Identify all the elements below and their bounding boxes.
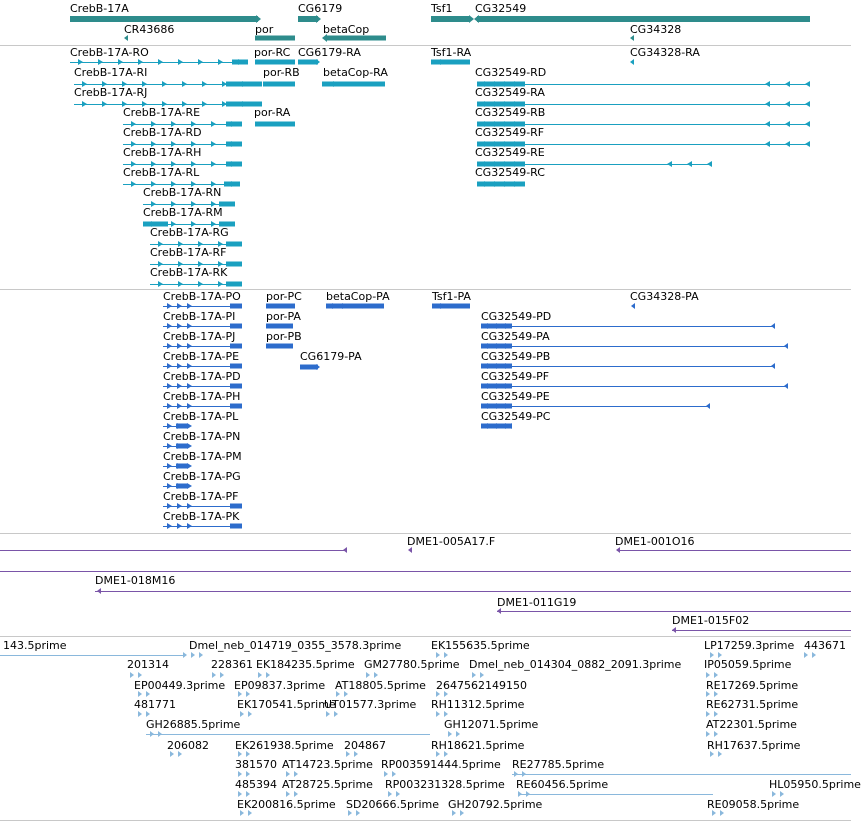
protein-exon[interactable] <box>432 304 470 309</box>
protein-label[interactable]: CrebB-17A-PJ <box>163 330 236 343</box>
strand-chevron[interactable] <box>707 161 712 167</box>
protein-label[interactable]: Tsf1-PA <box>432 290 471 303</box>
strand-chevron[interactable] <box>187 523 192 529</box>
strand-arrow[interactable] <box>706 672 710 678</box>
est-label[interactable]: 485394 <box>235 778 277 791</box>
transcript-exon[interactable] <box>298 60 318 65</box>
strand-arrow[interactable] <box>130 672 134 678</box>
gene-glyph[interactable] <box>255 36 295 41</box>
strand-chevron[interactable] <box>167 483 172 489</box>
transcript-exon[interactable] <box>226 282 242 287</box>
strand-chevron[interactable] <box>177 403 182 409</box>
strand-chevron[interactable] <box>131 181 136 187</box>
strand-chevron[interactable] <box>177 523 182 529</box>
transcript-label[interactable]: CrebB-17A-RO <box>70 46 149 59</box>
strand-arrow[interactable] <box>294 791 298 797</box>
est-label[interactable]: AT28725.5prime <box>282 778 373 791</box>
strand-arrow[interactable] <box>248 711 252 717</box>
strand-arrow[interactable] <box>220 672 224 678</box>
protein-label[interactable]: CG6179-PA <box>300 350 362 363</box>
strand-arrow[interactable] <box>444 711 448 717</box>
strand-arrow[interactable] <box>474 15 479 23</box>
gene-label-cg32549[interactable]: CG32549 <box>475 2 527 15</box>
clone-label[interactable]: DME1-005A17.F <box>407 535 496 548</box>
strand-arrow[interactable] <box>388 791 392 797</box>
strand-chevron[interactable] <box>765 141 770 147</box>
strand-chevron[interactable] <box>177 303 182 309</box>
protein-label[interactable]: CG34328-PA <box>630 290 699 303</box>
transcript-label[interactable]: CrebB-17A-RL <box>123 166 200 179</box>
protein-label[interactable]: por-PC <box>266 290 302 303</box>
transcript-label[interactable]: CG32549-RD <box>475 66 547 79</box>
protein-label[interactable]: CG32549-PD <box>481 310 552 323</box>
strand-arrow[interactable] <box>246 791 250 797</box>
strand-chevron[interactable] <box>198 281 203 287</box>
transcript-label[interactable]: CrebB-17A-RE <box>123 106 201 119</box>
strand-chevron[interactable] <box>177 503 182 509</box>
est-label[interactable]: EP09837.3prime <box>234 679 326 692</box>
strand-arrow[interactable] <box>266 672 270 678</box>
transcript-exon[interactable] <box>226 262 242 267</box>
strand-chevron[interactable] <box>218 281 223 287</box>
protein-exon[interactable] <box>176 464 188 469</box>
transcript-label[interactable]: CG32549-RC <box>475 166 545 179</box>
strand-chevron[interactable] <box>211 121 216 127</box>
transcript-label[interactable]: CG34328-RA <box>630 46 700 59</box>
gene-label-betacop[interactable]: betaCop <box>323 23 370 36</box>
protein-exon[interactable] <box>176 424 188 429</box>
strand-arrow[interactable] <box>256 15 261 23</box>
est-label[interactable]: RP003231328.5prime <box>385 778 505 791</box>
transcript-label[interactable]: CG6179-RA <box>298 46 361 59</box>
strand-arrow[interactable] <box>714 672 718 678</box>
est-label[interactable]: GM27780.5prime <box>364 658 460 671</box>
protein-exon[interactable] <box>176 444 188 449</box>
strand-chevron[interactable] <box>187 343 192 349</box>
strand-arrow[interactable] <box>384 771 388 777</box>
est-label[interactable]: IP05059.5prime <box>704 658 792 671</box>
strand-arrow[interactable] <box>631 303 635 309</box>
strand-arrow[interactable] <box>804 652 808 658</box>
transcript-exon[interactable] <box>226 142 242 147</box>
strand-arrow[interactable] <box>706 403 710 409</box>
strand-chevron[interactable] <box>158 281 163 287</box>
strand-arrow[interactable] <box>480 672 484 678</box>
transcript-exon[interactable] <box>226 242 242 247</box>
strand-chevron[interactable] <box>805 81 810 87</box>
transcript-label[interactable]: CG32549-RA <box>475 86 545 99</box>
transcript-exon[interactable] <box>226 82 248 87</box>
strand-chevron[interactable] <box>805 101 810 107</box>
strand-chevron[interactable] <box>187 503 192 509</box>
protein-label[interactable]: CG32549-PF <box>481 370 550 383</box>
transcript-label[interactable]: CrebB-17A-RD <box>123 126 202 139</box>
protein-exon[interactable] <box>230 344 242 349</box>
protein-label[interactable]: CrebB-17A-PK <box>163 510 240 523</box>
strand-chevron[interactable] <box>785 101 790 107</box>
strand-chevron[interactable] <box>202 101 207 107</box>
strand-arrow[interactable] <box>138 711 142 717</box>
strand-chevron[interactable] <box>167 303 172 309</box>
est-label[interactable]: RH11312.5prime <box>431 698 525 711</box>
strand-arrow[interactable] <box>286 791 290 797</box>
protein-exon[interactable] <box>230 384 242 389</box>
strand-chevron[interactable] <box>178 59 183 65</box>
transcript-exon[interactable] <box>226 162 242 167</box>
strand-arrow[interactable] <box>97 588 101 594</box>
protein-exon[interactable] <box>230 304 242 309</box>
strand-chevron[interactable] <box>118 59 123 65</box>
strand-chevron[interactable] <box>805 121 810 127</box>
strand-chevron[interactable] <box>82 101 87 107</box>
protein-exon[interactable] <box>230 504 242 509</box>
transcript-label[interactable]: CrebB-17A-RJ <box>74 86 148 99</box>
strand-chevron[interactable] <box>765 121 770 127</box>
est-label[interactable]: GH26885.5prime <box>146 718 241 731</box>
strand-arrow[interactable] <box>212 672 216 678</box>
strand-chevron[interactable] <box>785 81 790 87</box>
strand-arrow[interactable] <box>246 771 250 777</box>
est-label[interactable]: RP003591444.5prime <box>381 758 501 771</box>
clone-label[interactable]: DME1-015F02 <box>672 614 750 627</box>
strand-arrow[interactable] <box>772 791 776 797</box>
transcript-exon[interactable] <box>226 122 242 127</box>
protein-label[interactable]: por-PA <box>266 310 301 323</box>
est-label[interactable]: RH17637.5prime <box>707 739 801 752</box>
strand-arrow[interactable] <box>469 15 474 23</box>
protein-label[interactable]: CrebB-17A-PH <box>163 390 241 403</box>
strand-arrow[interactable] <box>771 323 775 329</box>
gene-glyph[interactable] <box>477 16 810 22</box>
est-label[interactable]: 443671 <box>804 639 846 652</box>
transcript-label[interactable]: CG32549-RF <box>475 126 545 139</box>
transcript-exon[interactable] <box>226 102 248 107</box>
transcript-label[interactable]: por-RA <box>254 106 291 119</box>
protein-label[interactable]: CG32549-PE <box>481 390 550 403</box>
est-label[interactable]: SD20666.5prime <box>346 798 439 811</box>
gene-label-cr43686[interactable]: CR43686 <box>124 23 175 36</box>
strand-chevron[interactable] <box>202 81 207 87</box>
gene-glyph[interactable] <box>325 36 386 41</box>
strand-arrow[interactable] <box>374 672 378 678</box>
protein-label[interactable]: betaCop-PA <box>326 290 390 303</box>
transcript-exon[interactable] <box>224 182 240 187</box>
transcript-exon[interactable] <box>263 82 295 87</box>
est-label[interactable]: AT18805.5prime <box>335 679 426 692</box>
protein-label[interactable]: CrebB-17A-PE <box>163 350 240 363</box>
protein-label[interactable]: CrebB-17A-PN <box>163 430 241 443</box>
strand-arrow[interactable] <box>199 652 203 658</box>
transcript-label[interactable]: CrebB-17A-RI <box>74 66 148 79</box>
gene-label-cg34328[interactable]: CG34328 <box>630 23 682 36</box>
strand-arrow[interactable] <box>326 711 330 717</box>
protein-exon[interactable] <box>300 365 318 370</box>
transcript-exon[interactable] <box>246 82 262 87</box>
est-label[interactable]: RE09058.5prime <box>707 798 800 811</box>
est-label[interactable]: 228361 <box>211 658 253 671</box>
strand-arrow[interactable] <box>436 711 440 717</box>
transcript-label[interactable]: CrebB-17A-RN <box>143 186 222 199</box>
transcript-exon[interactable] <box>255 60 295 65</box>
strand-arrow[interactable] <box>714 711 718 717</box>
est-label[interactable]: 2647562149150 <box>436 679 527 692</box>
protein-exon[interactable] <box>266 304 295 309</box>
strand-arrow[interactable] <box>448 731 452 737</box>
est-label[interactable]: EK200816.5prime <box>237 798 336 811</box>
gene-glyph[interactable] <box>298 16 318 22</box>
protein-exon[interactable] <box>266 324 293 329</box>
est-label[interactable]: RH18621.5prime <box>431 739 525 752</box>
strand-arrow[interactable] <box>812 652 816 658</box>
strand-chevron[interactable] <box>162 81 167 87</box>
protein-label[interactable]: CrebB-17A-PG <box>163 470 241 483</box>
strand-arrow[interactable] <box>771 363 775 369</box>
clone-label[interactable]: DME1-011G19 <box>497 596 577 609</box>
est-label[interactable]: 201314 <box>127 658 169 671</box>
protein-label[interactable]: CG32549-PB <box>481 350 551 363</box>
strand-arrow[interactable] <box>191 652 195 658</box>
est-label[interactable]: Dmel_neb_014304_0882_2091.3prime <box>469 658 682 671</box>
strand-arrow[interactable] <box>392 771 396 777</box>
strand-chevron[interactable] <box>138 59 143 65</box>
strand-arrow[interactable] <box>396 791 400 797</box>
protein-label[interactable]: CG32549-PC <box>481 410 551 423</box>
strand-chevron[interactable] <box>785 121 790 127</box>
strand-chevron[interactable] <box>98 59 103 65</box>
est-label[interactable]: GH12071.5prime <box>444 718 539 731</box>
strand-arrow[interactable] <box>706 711 710 717</box>
strand-arrow[interactable] <box>672 627 676 633</box>
est-label[interactable]: GH20792.5prime <box>448 798 543 811</box>
strand-arrow[interactable] <box>238 771 242 777</box>
strand-arrow[interactable] <box>456 731 460 737</box>
transcript-label[interactable]: por-RC <box>254 46 291 59</box>
strand-chevron[interactable] <box>167 323 172 329</box>
strand-arrow[interactable] <box>472 672 476 678</box>
protein-label[interactable]: por-PB <box>266 330 302 343</box>
gene-label-tsf1[interactable]: Tsf1 <box>431 2 453 15</box>
strand-chevron[interactable] <box>167 383 172 389</box>
protein-label[interactable]: CrebB-17A-PO <box>163 290 241 303</box>
protein-exon[interactable] <box>176 484 188 489</box>
protein-exon[interactable] <box>230 524 242 529</box>
clone-label[interactable]: DME1-001O16 <box>615 535 695 548</box>
est-label[interactable]: RE17269.5prime <box>706 679 799 692</box>
strand-chevron[interactable] <box>177 323 182 329</box>
strand-chevron[interactable] <box>765 81 770 87</box>
transcript-label[interactable]: CrebB-17A-RF <box>150 246 227 259</box>
est-label[interactable]: RE60456.5prime <box>516 778 609 791</box>
est-label[interactable]: 143.5prime <box>3 639 67 652</box>
strand-chevron[interactable] <box>187 303 192 309</box>
protein-exon[interactable] <box>230 364 242 369</box>
strand-arrow[interactable] <box>630 59 634 65</box>
gene-label-crebb-17a[interactable]: CrebB-17A <box>70 2 129 15</box>
protein-label[interactable]: CG32549-PA <box>481 330 550 343</box>
strand-arrow[interactable] <box>286 771 290 777</box>
protein-exon[interactable] <box>230 404 242 409</box>
transcript-label[interactable]: por-RB <box>263 66 300 79</box>
transcript-label[interactable]: betaCop-RA <box>323 66 388 79</box>
strand-chevron[interactable] <box>785 141 790 147</box>
est-label[interactable]: AT14723.5prime <box>282 758 373 771</box>
strand-chevron[interactable] <box>167 523 172 529</box>
protein-exon[interactable] <box>230 324 242 329</box>
strand-arrow[interactable] <box>316 15 321 23</box>
transcript-label[interactable]: CG32549-RE <box>475 146 545 159</box>
strand-chevron[interactable] <box>198 59 203 65</box>
protein-label[interactable]: CrebB-17A-PM <box>163 450 242 463</box>
strand-chevron[interactable] <box>687 161 692 167</box>
strand-arrow[interactable] <box>294 771 298 777</box>
protein-label[interactable]: CrebB-17A-PD <box>163 370 241 383</box>
strand-chevron[interactable] <box>187 383 192 389</box>
est-label[interactable]: AT22301.5prime <box>706 718 797 731</box>
est-label[interactable]: LP17259.3prime <box>704 639 795 652</box>
strand-arrow[interactable] <box>784 343 788 349</box>
transcript-label[interactable]: CrebB-17A-RK <box>150 266 228 279</box>
transcript-exon[interactable] <box>431 60 470 65</box>
clone-label[interactable]: DME1-018M16 <box>95 574 176 587</box>
est-label[interactable]: EK184235.5prime <box>256 658 355 671</box>
strand-chevron[interactable] <box>167 463 172 469</box>
transcript-label[interactable]: CrebB-17A-RM <box>143 206 223 219</box>
protein-label[interactable]: CrebB-17A-PL <box>163 410 239 423</box>
strand-chevron[interactable] <box>211 161 216 167</box>
protein-label[interactable]: CrebB-17A-PI <box>163 310 236 323</box>
est-label[interactable]: Dmel_neb_014719_0355_3578.3prime <box>189 639 402 652</box>
strand-arrow[interactable] <box>714 731 718 737</box>
strand-chevron[interactable] <box>187 403 192 409</box>
strand-chevron[interactable] <box>177 343 182 349</box>
strand-arrow[interactable] <box>780 791 784 797</box>
strand-chevron[interactable] <box>167 403 172 409</box>
strand-chevron[interactable] <box>211 141 216 147</box>
strand-arrow[interactable] <box>258 672 262 678</box>
strand-chevron[interactable] <box>177 383 182 389</box>
strand-chevron[interactable] <box>167 363 172 369</box>
est-label[interactable]: EK261938.5prime <box>235 739 334 752</box>
est-label[interactable]: EK155635.5prime <box>431 639 530 652</box>
transcript-label[interactable]: CrebB-17A-RG <box>150 226 229 239</box>
transcript-label[interactable]: CG32549-RB <box>475 106 546 119</box>
strand-chevron[interactable] <box>187 323 192 329</box>
est-label[interactable]: EK170541.5prime <box>237 698 336 711</box>
strand-chevron[interactable] <box>177 363 182 369</box>
transcript-exon[interactable] <box>255 122 295 127</box>
strand-chevron[interactable] <box>167 503 172 509</box>
strand-chevron[interactable] <box>178 281 183 287</box>
transcript-exon[interactable] <box>232 60 248 65</box>
strand-arrow[interactable] <box>334 711 338 717</box>
transcript-label[interactable]: Tsf1-RA <box>431 46 472 59</box>
strand-chevron[interactable] <box>805 141 810 147</box>
strand-chevron[interactable] <box>765 101 770 107</box>
strand-chevron[interactable] <box>78 59 83 65</box>
strand-arrow[interactable] <box>784 383 788 389</box>
est-label[interactable]: 381570 <box>235 758 277 771</box>
est-label[interactable]: RE62731.5prime <box>706 698 799 711</box>
est-label[interactable]: UT01577.3prime <box>324 698 417 711</box>
strand-chevron[interactable] <box>167 423 172 429</box>
transcript-label[interactable]: CrebB-17A-RH <box>123 146 202 159</box>
strand-chevron[interactable] <box>102 101 107 107</box>
strand-chevron[interactable] <box>218 59 223 65</box>
strand-arrow[interactable] <box>343 547 347 553</box>
est-label[interactable]: HL05950.5prime <box>769 778 861 791</box>
est-label[interactable]: 481771 <box>134 698 176 711</box>
strand-chevron[interactable] <box>667 161 672 167</box>
strand-arrow[interactable] <box>240 711 244 717</box>
protein-exon[interactable] <box>326 304 384 309</box>
strand-chevron[interactable] <box>167 343 172 349</box>
est-label[interactable]: EP00449.3prime <box>134 679 226 692</box>
est-label[interactable]: 206082 <box>167 739 209 752</box>
strand-arrow[interactable] <box>238 791 242 797</box>
strand-arrow[interactable] <box>706 731 710 737</box>
strand-arrow[interactable] <box>138 672 142 678</box>
strand-arrow[interactable] <box>146 711 150 717</box>
gene-glyph[interactable] <box>431 16 470 22</box>
gene-glyph[interactable] <box>70 16 258 22</box>
est-label[interactable]: RE27785.5prime <box>512 758 605 771</box>
strand-arrow[interactable] <box>183 652 187 658</box>
strand-chevron[interactable] <box>167 443 172 449</box>
protein-label[interactable]: CrebB-17A-PF <box>163 490 239 503</box>
gene-label-cg6179[interactable]: CG6179 <box>298 2 343 15</box>
strand-chevron[interactable] <box>182 81 187 87</box>
strand-chevron[interactable] <box>187 363 192 369</box>
strand-arrow[interactable] <box>366 672 370 678</box>
gene-label-por[interactable]: por <box>255 23 274 36</box>
protein-exon[interactable] <box>266 344 293 349</box>
strand-chevron[interactable] <box>158 59 163 65</box>
est-label[interactable]: 204867 <box>344 739 386 752</box>
